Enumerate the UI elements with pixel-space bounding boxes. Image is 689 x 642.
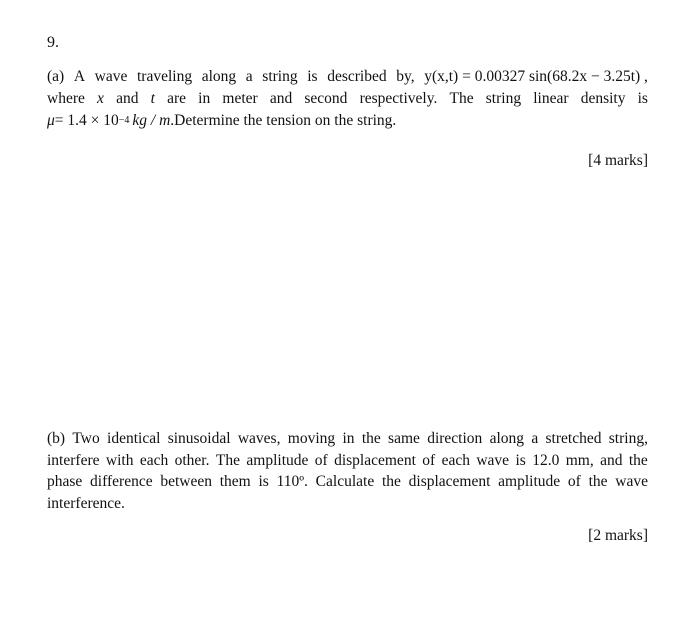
word: A — [73, 68, 86, 85]
word: with — [105, 451, 134, 469]
word: The — [449, 90, 474, 107]
word: the — [381, 473, 401, 490]
word: string — [485, 90, 522, 107]
word: of — [422, 451, 436, 469]
word: The — [215, 451, 240, 469]
word: a — [531, 430, 539, 447]
word: meter — [222, 90, 258, 107]
word: linear — [533, 90, 569, 107]
word: displacement — [408, 473, 491, 490]
word: wave — [615, 473, 648, 490]
part-a-line-3: μ = 1.4 × 10 $^{-4}$ kg / m .Determine the tension on the string. — [47, 110, 648, 132]
word: where — [47, 90, 85, 107]
word: waves, — [237, 430, 281, 447]
word: each — [139, 451, 169, 469]
word: amplitude — [498, 473, 561, 490]
word: is — [307, 68, 318, 85]
word: by, — [396, 68, 415, 85]
word: and — [116, 90, 139, 107]
word: respectively. — [359, 90, 438, 107]
word: phase — [47, 473, 83, 490]
word: direction — [427, 430, 483, 447]
question-number: 9. — [47, 34, 59, 51]
density-unit: kg / m — [132, 112, 171, 129]
word: them — [219, 473, 251, 490]
word: are — [167, 90, 187, 107]
word: described — [327, 68, 387, 85]
word: displacement — [334, 451, 416, 469]
word: string, — [608, 430, 648, 447]
part-a-marks: [4 marks] — [588, 152, 648, 169]
word: along — [201, 68, 237, 85]
word: amplitude — [246, 451, 309, 469]
word: stretched — [545, 430, 602, 447]
word: same — [388, 430, 420, 447]
word: difference — [90, 473, 153, 490]
word: wave — [476, 451, 510, 469]
part-a-line-1 — [47, 66, 648, 88]
part-b-line-2 — [47, 450, 648, 472]
word: is — [637, 90, 648, 107]
part-b-line-1 — [47, 428, 648, 450]
word: between — [160, 473, 212, 490]
word: interference. — [47, 494, 125, 512]
var-x: x — [97, 90, 104, 107]
var-t: t — [150, 90, 155, 107]
word: identical — [107, 430, 161, 447]
word: a — [245, 68, 253, 85]
word: in — [198, 90, 211, 107]
word: is — [258, 473, 269, 490]
word: sinusoidal — [167, 430, 231, 447]
word: the — [588, 473, 608, 490]
wave-equation: y(x,t) = 0.00327 sin(68.2x − 3.25t) , — [424, 68, 648, 85]
word: traveling — [136, 68, 193, 85]
word: along — [489, 430, 525, 447]
word: interfere — [47, 451, 100, 469]
part-a-line-2 — [47, 88, 648, 110]
word: second — [304, 90, 348, 107]
part-b-text — [47, 428, 648, 514]
part-b-line-4 — [47, 493, 648, 515]
word: 12.0 — [532, 451, 560, 469]
word: of — [314, 451, 328, 469]
part-b-marks: [2 marks] — [588, 527, 648, 544]
word: the — [361, 430, 381, 447]
part-a-text — [47, 66, 648, 132]
density-symbol: μ — [47, 112, 55, 129]
word: other. — [174, 451, 210, 469]
word: is — [515, 451, 526, 469]
word: density — [580, 90, 626, 107]
word: wave — [94, 68, 128, 85]
word: mm, — [565, 451, 594, 469]
word: each — [441, 451, 470, 469]
word: and — [269, 90, 293, 107]
part-b-line-3 — [47, 471, 648, 493]
density-value: = 1.4 × 10 — [54, 112, 119, 129]
word: 110º. — [276, 473, 308, 490]
part-a-instruction: .Determine the tension on the string. — [170, 112, 397, 129]
word: and — [600, 451, 623, 469]
word: (b) — [47, 430, 66, 447]
word: Two — [72, 430, 100, 447]
word: Calculate — [315, 473, 375, 490]
word: string — [262, 68, 298, 85]
word: (a) — [47, 68, 65, 85]
word: moving — [287, 430, 336, 447]
word: in — [342, 430, 355, 447]
word: of — [567, 473, 581, 490]
word: the — [628, 451, 648, 469]
